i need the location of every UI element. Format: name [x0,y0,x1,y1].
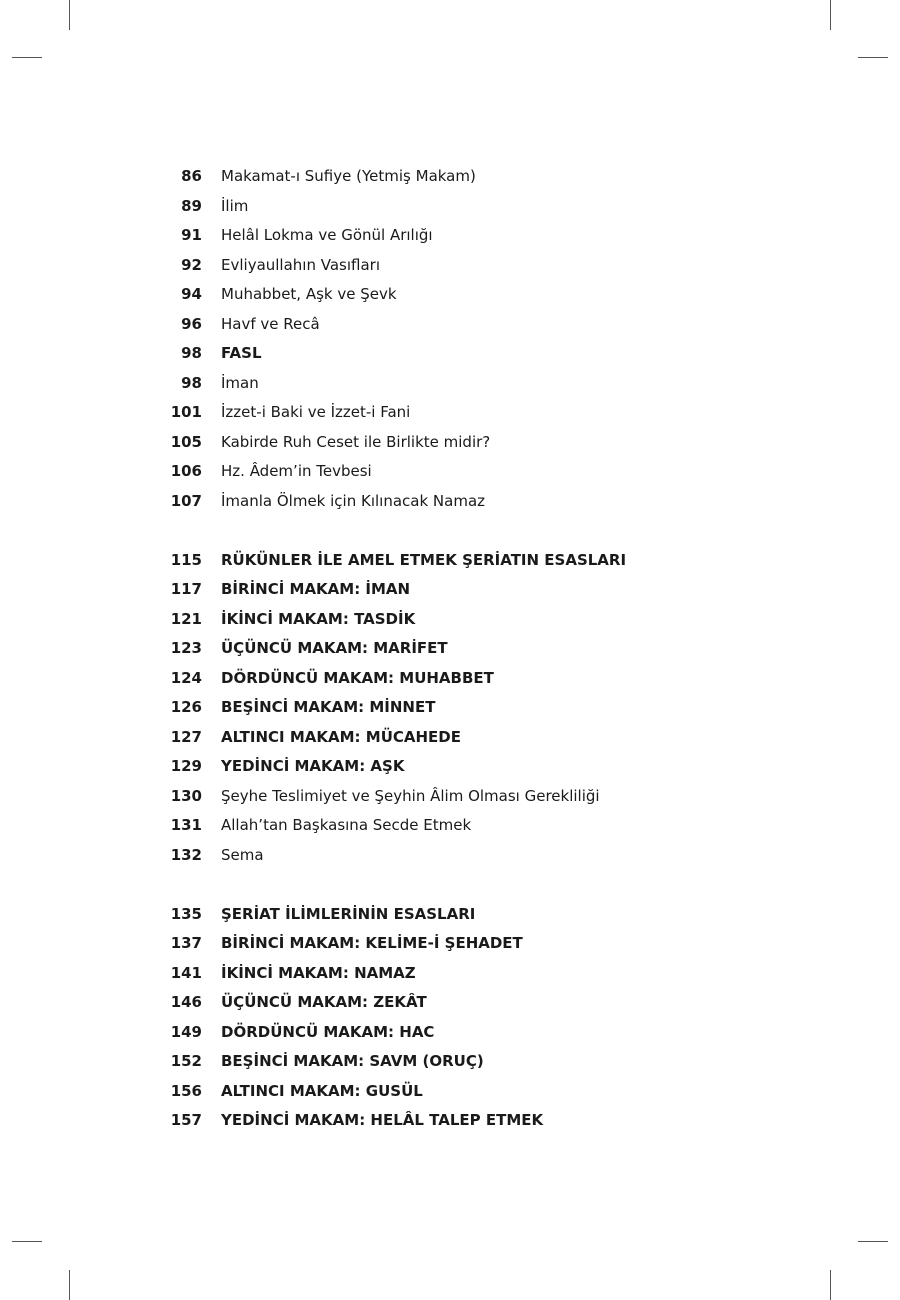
toc-entry [160,546,780,576]
toc-entry-title: BİRİNCİ MAKAM: KELİME-İ ŞEHADET [221,934,523,952]
toc-entry [160,634,780,664]
toc-page-number: 146 [170,993,202,1011]
toc-entry-title: İlim [221,196,249,215]
toc-page-number: 94 [181,285,202,303]
toc-entry [160,811,780,841]
toc-entry [160,1077,780,1107]
toc-entry-title: Hz. Âdem’in Tevbesi [221,462,372,480]
crop-mark-bottom-left-vertical [69,1270,70,1300]
crop-mark-top-left-horizontal [12,57,42,58]
toc-entry-title: İman [221,373,259,392]
toc-page-number: 106 [170,462,202,480]
toc-entry-title: BİRİNCİ MAKAM: İMAN [221,580,411,598]
toc-page-number: 101 [170,403,202,421]
crop-mark-top-right-horizontal [858,57,888,58]
toc-entry [160,841,780,871]
toc-entry-title: FASL [221,344,262,362]
crop-mark-bottom-left-horizontal [12,1241,42,1242]
toc-page-number: 123 [170,639,202,657]
toc-entry-title: İzzet-i Baki ve İzzet-i Fani [221,403,411,421]
toc-entry-title: Helâl Lokma ve Gönül Arılığı [221,226,433,244]
crop-mark-top-left-vertical [69,0,70,30]
toc-entry-title: İmanla Ölmek için Kılınacak Namaz [221,491,486,510]
toc-entry [160,310,780,340]
toc-entry [160,428,780,458]
toc-entry-title: RÜKÜNLER İLE AMEL ETMEK ŞERİATIN ESASLARI [221,550,627,569]
toc-page-number: 131 [170,816,202,834]
toc-entry [160,988,780,1018]
toc-group [160,162,780,516]
toc-page-number: 92 [181,255,202,274]
toc-entry [160,605,780,635]
toc-entry [160,339,780,369]
toc-entry-title: DÖRDÜNCÜ MAKAM: MUHABBET [221,668,494,687]
toc-page-number: 105 [170,432,202,451]
toc-page-number: 137 [170,934,202,952]
toc-entry [160,221,780,251]
toc-page-number: 127 [170,727,202,746]
toc-entry [160,457,780,487]
toc-group [160,900,780,1136]
toc-entry [160,487,780,517]
toc-entry [160,782,780,812]
toc-entry-title: Şeyhe Teslimiyet ve Şeyhin Âlim Olması Gerekliliği [221,786,600,805]
toc-page-number: 152 [170,1052,202,1070]
toc-entry-title: İKİNCİ MAKAM: TASDİK [221,609,416,628]
toc-entry [160,929,780,959]
toc-entry [160,280,780,310]
crop-mark-bottom-right-vertical [830,1270,831,1300]
toc-entry [160,752,780,782]
toc-page-number: 126 [170,698,202,716]
toc-entry-title: Muhabbet, Aşk ve Şevk [221,285,397,303]
toc-page-number: 130 [170,786,202,805]
toc-entry-title: DÖRDÜNCÜ MAKAM: HAC [221,1022,435,1041]
toc-page-number: 96 [181,314,202,333]
toc-page-number: 98 [181,373,202,392]
toc-page-number: 156 [170,1081,202,1100]
toc-page-number: 132 [170,845,202,864]
toc-entry [160,1018,780,1048]
toc-entry-title: ÜÇÜNCÜ MAKAM: MARİFET [221,639,448,657]
toc-entry-title: Allah’tan Başkasına Secde Etmek [221,816,472,834]
toc-entry-title: BEŞİNCİ MAKAM: SAVM (ORUÇ) [221,1052,484,1070]
toc-page-number: 149 [170,1022,202,1041]
toc-entry [160,162,780,192]
toc-entry-title: Kabirde Ruh Ceset ile Birlikte midir? [221,432,491,451]
toc-page-number: 98 [181,344,202,362]
toc-entry [160,693,780,723]
toc-entry [160,1106,780,1136]
toc-page-number: 135 [170,904,202,923]
toc-entry-title: ALTINCI MAKAM: GUSÜL [221,1081,423,1100]
toc-entry-title: Makamat-ı Sufiye (Yetmiş Makam) [221,167,476,185]
toc-entry-title: YEDİNCİ MAKAM: AŞK [221,757,405,775]
toc-page-number: 107 [170,491,202,510]
crop-mark-bottom-right-horizontal [858,1241,888,1242]
toc-entry-title: Evliyaullahın Vasıfları [221,255,380,274]
toc-entry [160,664,780,694]
toc-page-number: 121 [170,609,202,628]
toc-entry [160,900,780,930]
toc-page-number: 141 [170,963,202,982]
toc-entry [160,192,780,222]
toc-entry-title: Sema [221,845,264,864]
toc-entry-title: YEDİNCİ MAKAM: HELÂL TALEP ETMEK [221,1111,544,1129]
toc-entry-title: ŞERİAT İLİMLERİNİN ESASLARI [221,904,476,923]
toc-entry [160,398,780,428]
toc-page-number: 157 [170,1111,202,1129]
toc-page-number: 89 [181,196,202,215]
toc-entry-title: İKİNCİ MAKAM: NAMAZ [221,963,416,982]
toc-page-number: 124 [170,668,202,687]
toc-entry-title: ÜÇÜNCÜ MAKAM: ZEKÂT [221,993,427,1011]
toc-entry [160,369,780,399]
toc-entry-title: BEŞİNCİ MAKAM: MİNNET [221,698,436,716]
toc-entry [160,959,780,989]
toc-page-number: 129 [170,757,202,775]
toc-entry [160,251,780,281]
toc-entry [160,1047,780,1077]
toc-page-number: 117 [170,580,202,598]
toc-page-number: 115 [170,550,202,569]
toc-page-number: 91 [181,226,202,244]
table-of-contents [160,162,780,1136]
toc-entry-title: ALTINCI MAKAM: MÜCAHEDE [221,727,461,746]
toc-page-number: 86 [181,167,202,185]
toc-group [160,546,780,871]
toc-entry [160,723,780,753]
crop-mark-top-right-vertical [830,0,831,30]
toc-entry-title: Havf ve Recâ [221,314,320,333]
toc-entry [160,575,780,605]
